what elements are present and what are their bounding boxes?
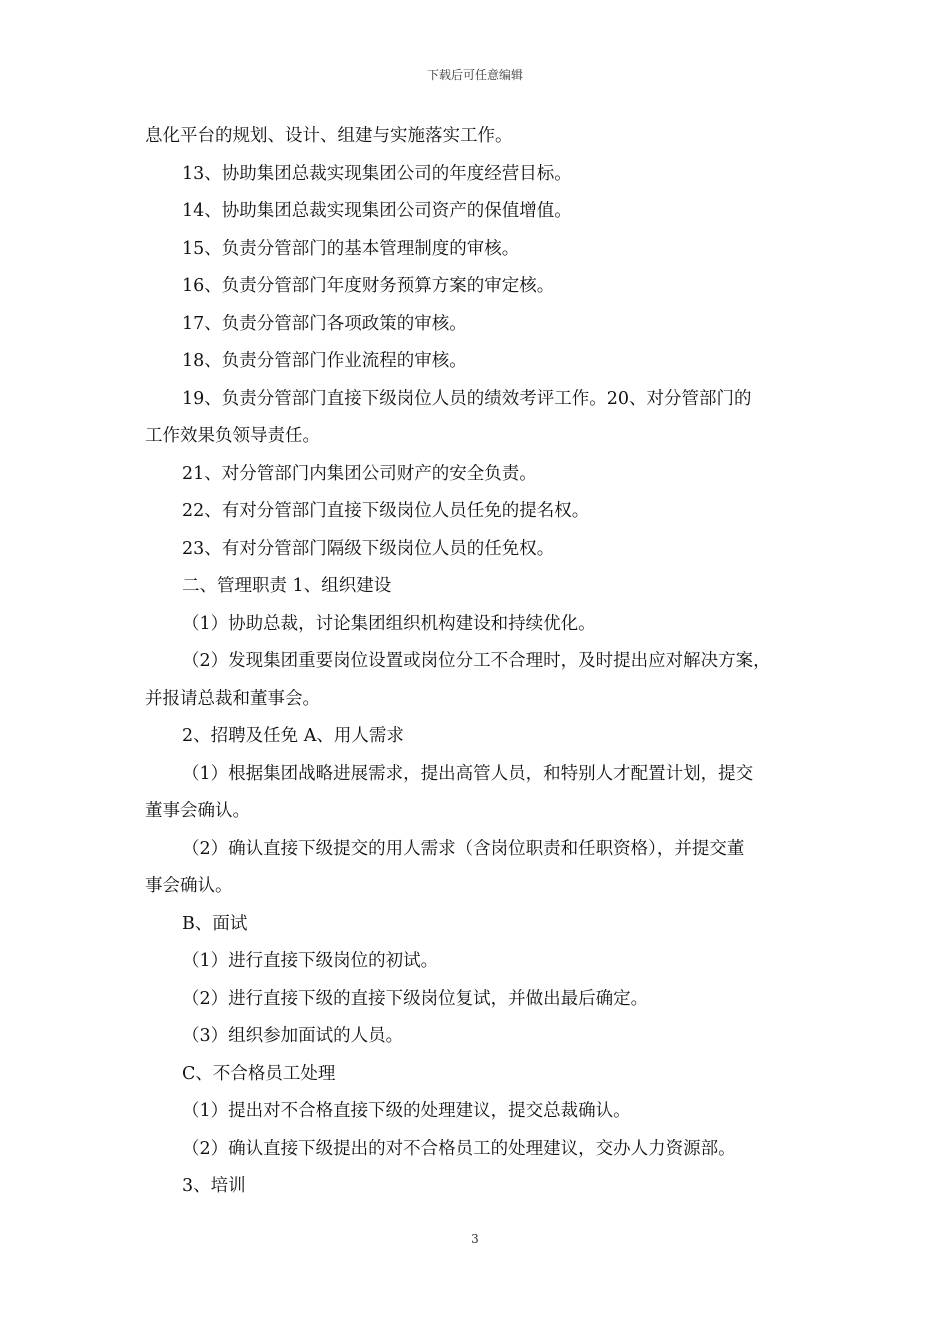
text-line: 14、协助集团总裁实现集团公司资产的保值增值。 bbox=[182, 201, 572, 221]
text-line: 13、协助集团总裁实现集团公司的年度经营目标。 bbox=[182, 163, 572, 184]
text-line: B、面试 bbox=[182, 913, 248, 934]
text-line: 21、对分管部门内集团公司财产的安全负责。 bbox=[182, 463, 537, 484]
text-line: （2）确认直接下级提出的对不合格员工的处理建议，交办人力资源部。 bbox=[182, 1138, 736, 1159]
text-line: 息化平台的规划、设计、组建与实施落实工作。 bbox=[145, 126, 513, 146]
text-line: 23、有对分管部门隔级下级岗位人员的任免权。 bbox=[182, 538, 555, 559]
page-header: 下载后可任意编辑 bbox=[426, 68, 523, 82]
text-line: （1）进行直接下级岗位的初试。 bbox=[182, 951, 439, 971]
text-line: 3、培训 bbox=[182, 1176, 246, 1196]
text-line: （2）进行直接下级的直接下级岗位复试，并做出最后确定。 bbox=[182, 988, 649, 1009]
text-line: 2、招聘及任免 A、用人需求 bbox=[182, 726, 404, 746]
text-line: （1）提出对不合格直接下级的处理建议，提交总裁确认。 bbox=[182, 1101, 631, 1121]
text-line: 15、负责分管部门的基本管理制度的审核。 bbox=[182, 238, 520, 259]
text-line: 董事会确认。 bbox=[145, 801, 250, 821]
text-line: 18、负责分管部门作业流程的审核。 bbox=[182, 351, 467, 371]
page-number: 3 bbox=[471, 1232, 479, 1246]
text-line: 并报请总裁和董事会。 bbox=[145, 688, 320, 709]
text-line: C、不合格员工处理 bbox=[182, 1063, 336, 1084]
text-line: 二、管理职责 1、组织建设 bbox=[182, 576, 392, 596]
text-line: （2）确认直接下级提交的用人需求（含岗位职责和任职资格），并提交董 bbox=[182, 838, 745, 859]
text-line: （1）根据集团战略进展需求，提出高管人员，和特别人才配置计划，提交 bbox=[182, 763, 754, 784]
text-line: （1）协助总裁，讨论集团组织机构建设和持续优化。 bbox=[182, 613, 596, 634]
text-line: （3）组织参加面试的人员。 bbox=[182, 1026, 404, 1046]
text-line: 事会确认。 bbox=[145, 876, 233, 896]
text-line: 17、负责分管部门各项政策的审核。 bbox=[182, 313, 467, 334]
text-line: 工作效果负领导责任。 bbox=[145, 426, 320, 446]
text-line: 19、负责分管部门直接下级岗位人员的绩效考评工作。20、对分管部门的 bbox=[182, 388, 752, 409]
document-body bbox=[145, 118, 815, 1206]
text-line: 16、负责分管部门年度财务预算方案的审定核。 bbox=[182, 276, 555, 296]
text-line: （2）发现集团重要岗位设置或岗位分工不合理时，及时提出应对解决方案， bbox=[182, 651, 771, 671]
text-line: 22、有对分管部门直接下级岗位人员任免的提名权。 bbox=[182, 501, 590, 521]
